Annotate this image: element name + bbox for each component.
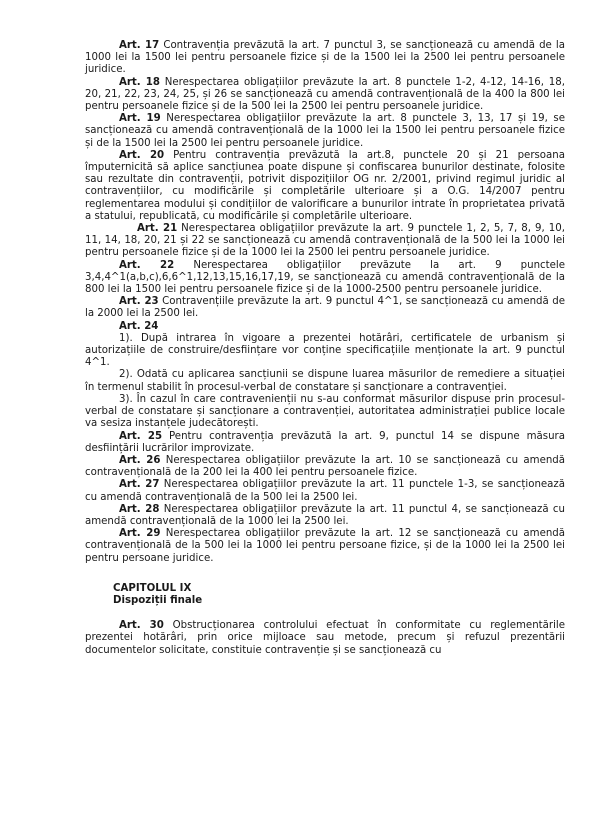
article-label: Art. 21 [137,223,178,235]
article-25 [85,431,565,455]
article-23 [85,296,565,320]
article-text: Nerespectarea obligațiilor prevăzute la art. 9 punctele 1, 2, 5, 7, 8, 9, 10, 11, 14, 18, 20, 21 și 22 se sancționează cu amendă contravențională de la 500 lei la 1000 lei pentru persoanele fizice și de la 1000 lei la 2500 lei pentru persoanele juridice. [85,223,565,259]
article-28 [85,504,565,528]
article-label: Art. 23 [119,296,159,308]
article-label: Art. 17 [119,40,160,51]
article-label: Art. 28 [119,503,160,515]
spacer [85,607,565,620]
article-22 [85,260,565,297]
article-24-item-1: 1). După intrarea în vigoare a prezentei hotărâri, certificatele de urbanism și autorizațiile de construire/desființare vor conține specificațiile menționate la art. 9 punctul 4^1. [85,332,565,369]
article-text: Obstrucționarea controlului efectuat în conformitate cu reglementările prezentei hotărâri, prin orice mijloace sau metode, precum și refuzul prezentării documentelor solicitate, constituie contravenție și se sancționează cu [85,620,565,656]
article-21 [85,223,565,260]
article-label: Art. 27 [119,479,160,491]
article-text: Nerespectarea obligațiilor prevăzute la art. 11 punctul 4, se sancționează cu amendă contravențională de la 1000 lei la 2500 lei. [85,503,565,527]
article-label: Art. 25 [119,430,163,442]
article-20 [85,150,565,223]
chapter-subtitle: Dispoziții finale [113,594,203,606]
article-29 [85,528,565,565]
article-24-heading [85,321,565,333]
article-30 [85,620,565,657]
article-19 [85,113,565,150]
article-text: Contravențiile prevăzute la art. 9 punctul 4^1, se sancționează cu amendă de la 2000 lei la 2500 lei. [85,296,566,320]
article-27 [85,479,565,503]
chapter-title: CAPITOLUL IX [113,582,192,594]
article-text: Pentru contravenția prevăzută la art.8, punctele 20 și 21 persoana împuternicită să aplice sancțiunea poate dispune și confiscarea bunurilor destinate, folosite sau rezultate din contravenții, potrivit dispozițiilor OG nr. 2/2001, privind regimul juridic al contravențiilor, cu modificările și completările ulterioare și a O.G. 14/2007 pentru reglementarea modului și condițiilor de valorificare a bunurilor intrate în proprietatea privată a statului, republicată, cu modificările și completările ulterioare. [85,149,565,222]
article-label: Art. 19 [119,113,161,125]
article-text: Contravenția prevăzută la art. 7 punctul 3, se sancționează cu amendă de la 1000 lei la 1500 lei pentru persoanele fizice și de la 1500 lei la 2500 lei pentru persoanele juridice. [85,40,565,76]
document-page [85,40,565,657]
article-24-item-2: 2). Odată cu aplicarea sancțiunii se dispune luarea măsurilor de remediere a situației în termenul stabilit în procesul-verbal de constatare și sancționare a contravenției. [85,369,565,393]
article-26 [85,455,565,479]
article-label: Art. 18 [119,76,160,88]
article-text: Nerespectarea obligațiilor prevăzute la art. 12 se sancționează cu amendă contravențională de la 500 lei la 1000 lei pentru persoane fizice, și de la 1000 lei la 2500 lei pentru persoane juridice. [85,528,566,564]
article-18 [85,77,565,114]
article-24-item-3: 3). În cazul în care contravenienții nu s-au conformat măsurilor dispuse prin procesul-verbal de constatare și sancționare a contravenției, autoritatea administrației publice locale va sesiza instanțele judecătorești. [85,393,565,430]
article-label: Art. 24 [119,320,159,332]
article-label: Art. 30 [119,620,164,632]
article-text: Pentru contravenția prevăzută la art. 9, punctul 14 se dispune măsura desființării lucrărilor improvizate. [85,430,565,454]
article-text: Nerespectarea obligațiilor prevăzute la art. 10 se sancționează cu amendă contravențională de la 200 lei la 400 lei pentru persoanele fizice. [85,454,566,479]
article-label: Art. 29 [119,528,161,540]
article-text: Nerespectarea obligațiilor prevăzute la art. 8 punctele 3, 13, 17 și 19, se sancționează cu amendă contravențională de la 1000 lei la 1500 lei pentru persoanele fizice și de la 1500 lei la 2500 lei pentru persoanele juridice. [85,113,566,149]
spacer [85,565,565,583]
article-text: Nerespectarea obligațiilor prevăzute la art. 9 punctele 3,4,4^1(a,b,c),6,6^1,12,13,15,16,17,19, se sancționează cu amendă contravențională de la 800 lei la 1500 lei pentru persoanele fizice și de la 1000-2500 pentru persoanele juridice. [85,259,566,296]
article-text: Nerespectarea obligațiilor prevăzute la art. 8 punctele 1-2, 4-12, 14-16, 18, 20, 21, 22, 23, 24, 25, și 26 se sancționează cu amendă contravențională de la 400 la 800 lei pentru persoanele fizice și de la 500 lei la 2500 lei pentru persoanele juridice. [85,76,566,113]
article-17 [85,40,565,77]
article-label: Art. 22 [119,259,175,271]
article-text: Nerespectarea obligațiilor prevăzute la art. 11 punctele 1-3, se sancționează cu amendă contravențională de la 500 lei la 2500 lei. [85,479,565,503]
article-label: Art. 26 [119,454,161,466]
article-label: Art. 20 [119,149,165,161]
